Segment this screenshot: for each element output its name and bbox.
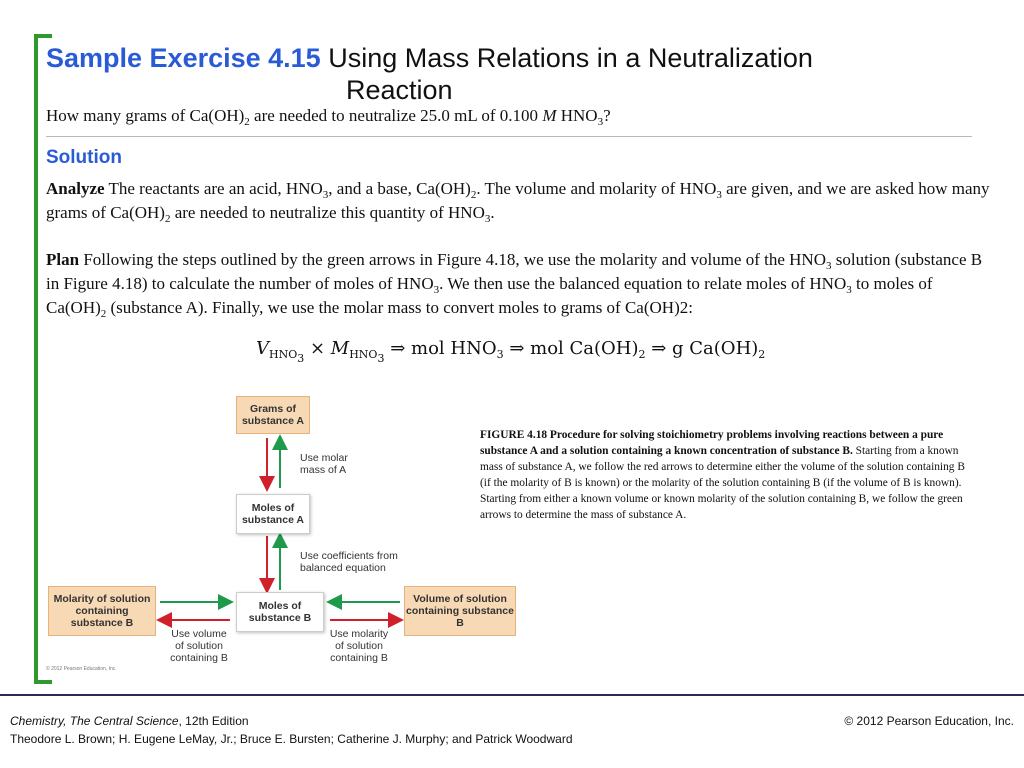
figure-copyright: © 2012 Pearson Education, Inc. — [46, 666, 117, 672]
title-text-line2: Reaction — [346, 75, 453, 105]
footer-copyright: © 2012 Pearson Education, Inc. — [844, 714, 1014, 728]
plan-label: Plan — [46, 250, 80, 269]
caption-title: FIGURE 4.18 Procedure for solving stoichiometry problems involving reactions between a pure substance A and a solution containing a known concentration of substance B. — [480, 429, 944, 457]
box-molarity-of-solution-b: Molarity of solution containing substance B — [48, 586, 156, 636]
footer-divider — [0, 694, 1024, 696]
title-exercise-number: Sample Exercise 4.15 — [46, 43, 321, 73]
figure-caption — [480, 427, 970, 523]
box-volume-of-solution-b: Volume of solution containing substance B — [404, 586, 516, 636]
label-use-coefficients: Use coefficients from balanced equation — [300, 550, 398, 574]
slide-title — [46, 42, 926, 106]
conversion-equation: $V_{HNO_3} \times M_{HNO_3}$ ⇒ mol $HNO_3$ ⇒ mol $Ca(OH)_2$ ⇒ g $Ca(OH)_2$ — [256, 338, 766, 365]
analyze-label: Analyze — [46, 179, 105, 198]
label-use-molarity: Use molarity of solution containing B — [329, 628, 389, 664]
label-use-volume: Use volume of solution containing B — [170, 628, 228, 664]
solution-heading: Solution — [46, 147, 122, 168]
caption-body: Starting from a known mass of substance A, we follow the red arrows to determine either the volume of the solution containing B (if the molarity of B is known) or the molarity of the solution containing B (if the volume of B is known). Starting from either a known volume or known molarity of the solution containing B, we follow the green arrows to determine the mass of substance A. — [480, 445, 965, 521]
title-text: Using Mass Relations in a Neutralization — [320, 43, 813, 73]
box-moles-of-substance-a: Moles of substance A — [236, 494, 310, 534]
figure-4-18-diagram — [40, 388, 520, 678]
analyze-paragraph: Analyze The reactants are an acid, $HNO_3$, and a base, $Ca(OH)_2$. The volume and molarity of $HNO_3$ are given, and we are asked how many grams of $Ca(OH)_2$ are needed to neutralize this quantity of $HNO_3$. — [46, 179, 990, 225]
plan-paragraph: Plan Following the steps outlined by the green arrows in Figure 4.18, we use the molarity and volume of the $HNO_3$ solution (substance B in Figure 4.18) to calculate the number of moles of $HNO_3$. We then use the balanced equation to relate moles of $HNO_3$ to moles of $Ca(OH)_2$ (substance A). Finally, we use the molar mass to convert moles to grams of Ca(OH)2: — [46, 250, 983, 320]
box-grams-of-substance-a: Grams of substance A — [236, 396, 310, 434]
divider-line — [46, 136, 972, 137]
box-moles-of-substance-b: Moles of substance B — [236, 592, 324, 632]
footer-authors: Theodore L. Brown; H. Eugene LeMay, Jr.; Bruce E. Bursten; Catherine J. Murphy; and Patrick Woodward — [10, 732, 573, 746]
footer-book-title: Chemistry, The Central Science, 12th Edition — [10, 714, 249, 728]
question-text: How many grams of $Ca(OH)_2$ are needed to neutralize 25.0 mL of 0.100 M $HNO_3$? — [46, 106, 611, 128]
label-use-molar-mass: Use molar mass of A — [300, 452, 348, 476]
